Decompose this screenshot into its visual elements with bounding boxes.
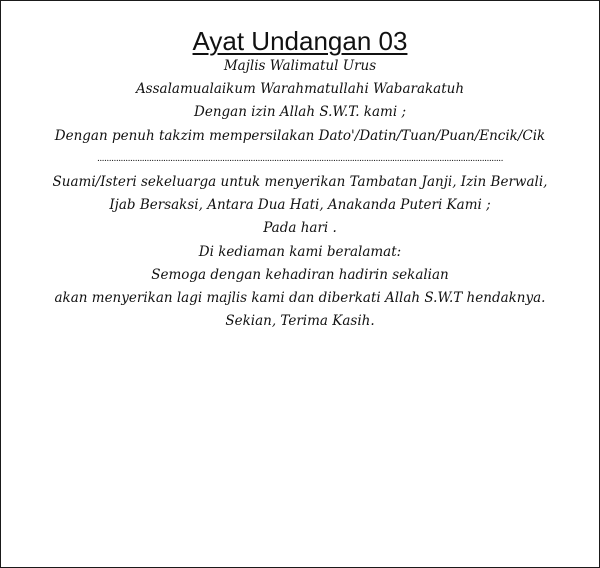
text-line: akan menyerikan lagi majlis kami dan diberkati Allah S.W.T hendaknya. — [54, 289, 546, 306]
text-line: Dengan izin Allah S.W.T. kami ; — [194, 104, 406, 121]
text-line: Suami/Isteri sekeluarga untuk menyerikan Tambatan Janji, Izin Berwali, — [52, 173, 548, 190]
text-line: Assalamualaikum Warahmatullahi Wabarakatuh — [135, 81, 465, 98]
page-title-text: Ayat Undangan 03 — [192, 26, 408, 56]
dotted-separator: ............................................................................................................................................................................ — [96, 153, 504, 164]
text-line: Di kediaman kami beralamat: — [198, 243, 402, 260]
text-line: Dengan penuh takzim mempersilakan Dato'/Datin/Tuan/Puan/Encik/Cik — [54, 127, 546, 144]
page-title — [0, 24, 600, 58]
text-line: Ijab Bersaksi, Antara Dua Hati, Anakanda Puteri Kami ; — [109, 197, 491, 214]
text-line: Sekian, Terima Kasih. — [225, 313, 375, 330]
invitation-text — [0, 55, 600, 333]
text-line: Majlis Walimatul Urus — [223, 58, 377, 74]
text-line: Pada hari . — [263, 220, 337, 237]
text-line: Semoga dengan kehadiran hadirin sekalian — [151, 266, 449, 283]
